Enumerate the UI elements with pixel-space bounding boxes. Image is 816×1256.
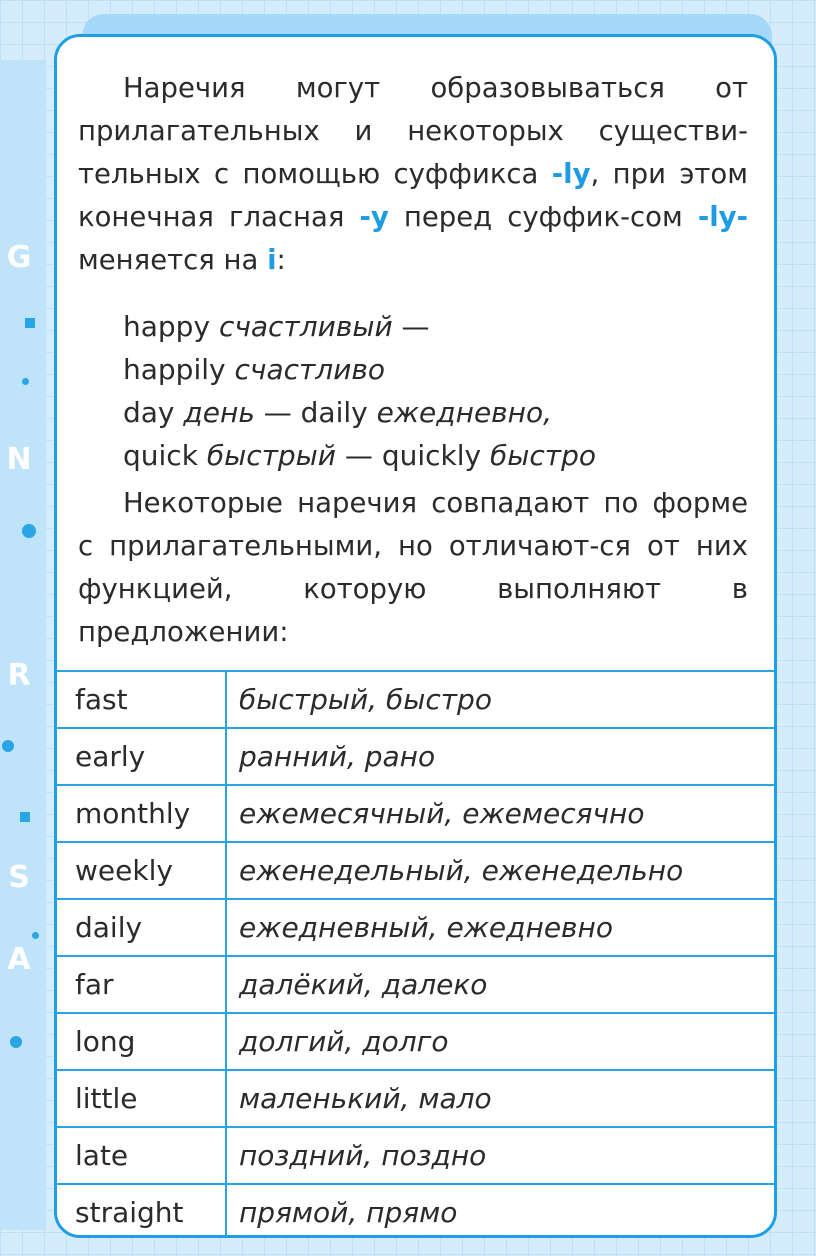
suffix-ly: -ly- bbox=[697, 201, 749, 233]
side-dot bbox=[22, 378, 29, 385]
word-ru: далёкий, далеко bbox=[239, 968, 488, 1001]
table-row bbox=[57, 843, 774, 900]
note-paragraph: Некоторые наречия совпадают по форме с прилагательными, но отличают-ся от них функцией, которую выполняют в предложении: bbox=[78, 487, 748, 648]
example-dash: — bbox=[254, 396, 301, 429]
word-en: late bbox=[57, 1128, 227, 1183]
word-ru: долгий, долго bbox=[239, 1025, 449, 1058]
word-ru: еженедельный, еженедельно bbox=[239, 854, 684, 887]
word-en: long bbox=[57, 1014, 227, 1069]
example-en: happily bbox=[123, 353, 226, 386]
rule-text: Наречия могут образовываться от прилагательных и некоторых существи-тельных с помощью суффикса bbox=[78, 72, 748, 190]
examples-list bbox=[123, 305, 743, 477]
table-row bbox=[57, 1071, 774, 1128]
side-letter: A bbox=[7, 942, 31, 977]
rule-text: перед суффик-сом bbox=[388, 201, 698, 233]
table-row bbox=[57, 786, 774, 843]
example-ru: быстрый bbox=[206, 439, 336, 472]
table-row bbox=[57, 957, 774, 1014]
word-ru: прямой, прямо bbox=[239, 1196, 458, 1229]
rule-paragraph bbox=[78, 67, 748, 282]
example-en: daily bbox=[300, 396, 368, 429]
table-row bbox=[57, 900, 774, 957]
rule-text: меняется на bbox=[78, 244, 268, 276]
suffix-ly: -ly bbox=[551, 158, 591, 190]
word-ru: маленький, мало bbox=[239, 1082, 492, 1115]
grammar-card bbox=[54, 34, 777, 1238]
table-row bbox=[57, 729, 774, 786]
adverbs-table bbox=[57, 670, 774, 1238]
side-decoration-band bbox=[0, 60, 46, 1230]
example-dash: — bbox=[392, 310, 430, 343]
side-dot bbox=[2, 740, 14, 752]
side-dot bbox=[32, 932, 39, 939]
side-letter: N bbox=[6, 442, 32, 477]
example-ru: день bbox=[183, 396, 255, 429]
side-dot bbox=[20, 812, 30, 822]
example-en: day bbox=[123, 396, 175, 429]
side-letter: S bbox=[8, 860, 30, 895]
word-en: little bbox=[57, 1071, 227, 1126]
example-ru: ежедневно, bbox=[376, 396, 553, 429]
word-en: daily bbox=[57, 900, 227, 955]
ending-y: -y bbox=[359, 201, 389, 233]
table-row bbox=[57, 672, 774, 729]
example-line bbox=[123, 348, 743, 391]
word-ru: ежедневный, ежедневно bbox=[239, 911, 613, 944]
example-line bbox=[123, 391, 743, 434]
example-line bbox=[123, 305, 743, 348]
example-ru: быстро bbox=[489, 439, 596, 472]
word-ru: ежемесячный, ежемесячно bbox=[239, 797, 645, 830]
table-row bbox=[57, 1185, 774, 1238]
side-letter: R bbox=[7, 658, 31, 693]
word-en: weekly bbox=[57, 843, 227, 898]
example-dash: — bbox=[336, 439, 382, 472]
letter-i: i bbox=[267, 244, 277, 276]
side-dot bbox=[10, 1036, 22, 1048]
word-en: monthly bbox=[57, 786, 227, 841]
example-line bbox=[123, 434, 743, 477]
example-en: quickly bbox=[381, 439, 482, 472]
word-en: early bbox=[57, 729, 227, 784]
example-ru: счастливый bbox=[218, 310, 393, 343]
word-en: straight bbox=[57, 1185, 227, 1238]
rule-text: : bbox=[276, 244, 286, 276]
word-en: fast bbox=[57, 672, 227, 727]
example-ru: счастливо bbox=[234, 353, 386, 386]
example-en: quick bbox=[123, 439, 198, 472]
table-row bbox=[57, 1128, 774, 1185]
word-ru: поздний, поздно bbox=[239, 1139, 487, 1172]
example-en: happy bbox=[123, 310, 211, 343]
word-en: far bbox=[57, 957, 227, 1012]
rule-text: , при этом конечная гласная bbox=[78, 158, 749, 233]
word-ru: ранний, рано bbox=[239, 740, 436, 773]
side-letter: G bbox=[6, 240, 32, 275]
side-dot bbox=[22, 524, 36, 538]
table-row bbox=[57, 1014, 774, 1071]
word-ru: быстрый, быстро bbox=[239, 683, 492, 716]
side-dot bbox=[25, 318, 35, 328]
